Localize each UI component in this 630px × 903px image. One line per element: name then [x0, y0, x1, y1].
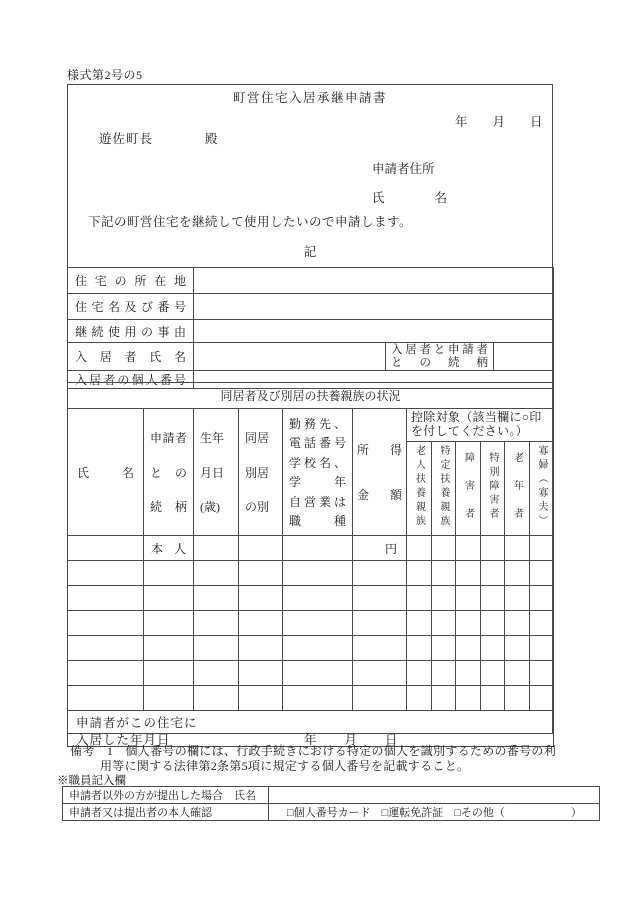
- deduction-col-elderly-dependent: 老人扶養親族: [407, 442, 432, 536]
- empty-cell: [194, 686, 239, 711]
- addressee-name: 遊佐町長: [99, 132, 154, 146]
- deduction-header-line2: を付してください。）: [411, 424, 529, 438]
- empty-cell: [432, 661, 456, 686]
- empty-cell: [283, 536, 353, 561]
- form-title: 町営住宅入居承継申請書: [232, 91, 387, 105]
- deduction-col-aged: 老 年 者: [505, 442, 530, 536]
- empty-cell: [194, 561, 239, 586]
- table-row: [68, 661, 554, 686]
- header-line: (歳): [200, 499, 220, 514]
- empty-cell: [505, 661, 530, 686]
- empty-cell: [407, 686, 432, 711]
- header-line: 職種: [289, 514, 346, 529]
- empty-cell: [68, 611, 144, 636]
- value-cell: [194, 294, 554, 320]
- empty-cell: [239, 661, 283, 686]
- header-line: との: [150, 465, 187, 480]
- empty-cell: [283, 686, 353, 711]
- remark-line1: 備考 1 個人番号の欄には、行政手続きにおける特定の個人を識別するための番号の利: [70, 744, 557, 758]
- empty-cell: [481, 636, 505, 661]
- table-row: [68, 686, 554, 711]
- empty-cell: [530, 586, 554, 611]
- row-label: 入居者氏名: [68, 343, 194, 371]
- empty-cell: [407, 611, 432, 636]
- empty-cell: [239, 586, 283, 611]
- empty-cell: [481, 536, 505, 561]
- empty-cell: [283, 636, 353, 661]
- header-line: 続柄: [150, 499, 187, 514]
- empty-cell: [530, 536, 554, 561]
- empty-cell: [144, 661, 194, 686]
- empty-cell: [68, 561, 144, 586]
- empty-cell: [456, 636, 481, 661]
- header-line: 学年: [289, 475, 346, 490]
- empty-cell: [407, 636, 432, 661]
- declaration-text: 下記の町営住宅を継続して使用したいので申請します。: [88, 215, 413, 229]
- empty-cell: [456, 586, 481, 611]
- movein-date: 年 月 日: [304, 733, 399, 747]
- form-number: 様式第2号の5: [67, 68, 143, 82]
- table-row: [63, 804, 600, 821]
- col-header-name: 氏名: [68, 409, 144, 536]
- empty-cell: [353, 661, 407, 686]
- value-cell: [194, 320, 554, 343]
- applicant-name-label: 氏 名: [372, 191, 448, 205]
- deduction-col-specified-dependent: 特定扶養親族: [432, 442, 456, 536]
- empty-cell: [353, 586, 407, 611]
- row-label: 住宅名及び番号: [68, 294, 194, 320]
- empty-cell: [505, 686, 530, 711]
- header-line: 月日: [200, 465, 225, 480]
- row-label: 入居者の個人番号: [68, 371, 194, 389]
- header-line: 自営業は: [289, 494, 346, 509]
- remark-line2: 用等に関する法律第2条第5項に規定する個人番号を記載すること。: [100, 759, 470, 773]
- col-header-birthdate: [194, 409, 239, 536]
- empty-cell: [432, 586, 456, 611]
- empty-cell: [481, 661, 505, 686]
- empty-cell: [144, 586, 194, 611]
- table-row: [68, 294, 554, 320]
- empty-cell: [68, 586, 144, 611]
- empty-cell: [144, 686, 194, 711]
- table-row: [68, 268, 554, 294]
- addressee-honorific: 殿: [205, 132, 218, 146]
- table-row: [68, 636, 554, 661]
- col-header-relationship: [144, 409, 194, 536]
- empty-cell: [530, 686, 554, 711]
- staff-row-label: 申請者又は提出者の本人確認: [63, 804, 269, 821]
- empty-cell: [456, 686, 481, 711]
- empty-cell: [144, 611, 194, 636]
- header-line: 別居: [245, 465, 270, 480]
- table-row: [68, 409, 554, 442]
- empty-cell: [505, 611, 530, 636]
- empty-cell: [432, 636, 456, 661]
- header-line: 学校名、: [289, 455, 346, 470]
- value-cell: [194, 343, 386, 371]
- empty-cell: [68, 536, 144, 561]
- deduction-header-line1: 控除対象（該当欄に○印: [411, 410, 542, 424]
- empty-cell: [505, 561, 530, 586]
- section-mark: 記: [303, 245, 317, 259]
- header-line: 申請者: [150, 431, 187, 446]
- empty-cell: [283, 561, 353, 586]
- empty-cell: [144, 636, 194, 661]
- table-row: [68, 561, 554, 586]
- empty-cell: [530, 661, 554, 686]
- empty-cell: [505, 636, 530, 661]
- empty-cell: [432, 561, 456, 586]
- empty-cell: [432, 686, 456, 711]
- yen-unit: 円: [353, 536, 407, 561]
- empty-cell: [144, 561, 194, 586]
- empty-cell: [194, 536, 239, 561]
- empty-cell: [407, 561, 432, 586]
- empty-cell: [239, 611, 283, 636]
- empty-cell: [481, 611, 505, 636]
- empty-cell: [407, 536, 432, 561]
- header-line: 金額: [357, 488, 402, 503]
- empty-cell: [456, 611, 481, 636]
- empty-cell: [283, 586, 353, 611]
- deduction-col-disabled: 障 害 者: [456, 442, 481, 536]
- empty-cell: [432, 611, 456, 636]
- row-label: 住宅の所在地: [68, 268, 194, 294]
- empty-cell: [353, 561, 407, 586]
- relation-header-line2: との続柄: [391, 356, 488, 369]
- empty-cell: [456, 536, 481, 561]
- relation-header-line1: 入居者と申請者: [391, 343, 488, 356]
- empty-cell: [407, 661, 432, 686]
- relation-header-cell: [386, 343, 494, 371]
- header-line: 電話番号: [289, 436, 346, 451]
- empty-cell: [194, 586, 239, 611]
- col-header-income: [353, 409, 407, 536]
- empty-cell: [407, 586, 432, 611]
- header-line: 同居: [245, 431, 270, 446]
- empty-cell: [283, 661, 353, 686]
- relation-value-cell: [494, 343, 554, 371]
- header-line: 所得: [357, 442, 402, 457]
- row-label: 継続使用の事由: [68, 320, 194, 343]
- empty-cell: [239, 561, 283, 586]
- empty-cell: [481, 686, 505, 711]
- empty-cell: [353, 611, 407, 636]
- empty-cell: [194, 636, 239, 661]
- deduction-col-widow: 寡婦（寡夫）: [530, 442, 554, 536]
- empty-cell: [239, 636, 283, 661]
- col-header-residence: [239, 409, 283, 536]
- staff-row-label: 申請者以外の方が提出した場合 氏名: [63, 787, 269, 804]
- col-header-workplace: [283, 409, 353, 536]
- staff-entry-table: [62, 786, 600, 821]
- empty-cell: [432, 536, 456, 561]
- empty-cell: [239, 536, 283, 561]
- empty-cell: [456, 661, 481, 686]
- empty-cell: [194, 611, 239, 636]
- movein-label-line2: 入居した年月日: [76, 733, 171, 747]
- deduction-col-special-disabled: 特別障害者: [481, 442, 505, 536]
- table-row: [63, 787, 600, 804]
- staff-section-label: ※職員記入欄: [57, 775, 126, 787]
- self-row: [68, 536, 554, 561]
- table-row: [68, 586, 554, 611]
- self-row-label: 本人: [144, 536, 194, 561]
- housing-info-table: [67, 267, 554, 389]
- empty-cell: [239, 686, 283, 711]
- empty-cell: [283, 611, 353, 636]
- value-cell: [194, 268, 554, 294]
- form-box: [67, 84, 553, 747]
- header-line: 勤務先、: [289, 416, 346, 431]
- movein-label-line1: 申請者がこの住宅に: [76, 716, 198, 730]
- dependents-caption: 同居者及び別居の扶養親族の状況: [68, 383, 554, 409]
- empty-cell: [353, 636, 407, 661]
- empty-cell: [530, 636, 554, 661]
- staff-row-value: [269, 787, 600, 804]
- empty-cell: [505, 586, 530, 611]
- table-row: [68, 611, 554, 636]
- deduction-header: [407, 409, 554, 442]
- empty-cell: [481, 586, 505, 611]
- table-row: [68, 320, 554, 343]
- applicant-address-label: 申請者住所: [372, 162, 435, 176]
- empty-cell: [530, 561, 554, 586]
- table-row: [68, 343, 554, 371]
- date-line: 年 月 日: [455, 115, 543, 129]
- dependents-table: [67, 382, 554, 747]
- id-check-options: □個人番号カード □運転免許証 □その他（ ）: [269, 804, 600, 821]
- empty-cell: [68, 686, 144, 711]
- empty-cell: [456, 561, 481, 586]
- header-line: 生年: [200, 431, 225, 446]
- table-row: [68, 383, 554, 409]
- empty-cell: [530, 611, 554, 636]
- empty-cell: [194, 661, 239, 686]
- empty-cell: [68, 636, 144, 661]
- empty-cell: [481, 561, 505, 586]
- empty-cell: [505, 536, 530, 561]
- empty-cell: [353, 686, 407, 711]
- header-line: の別: [245, 499, 270, 514]
- empty-cell: [68, 661, 144, 686]
